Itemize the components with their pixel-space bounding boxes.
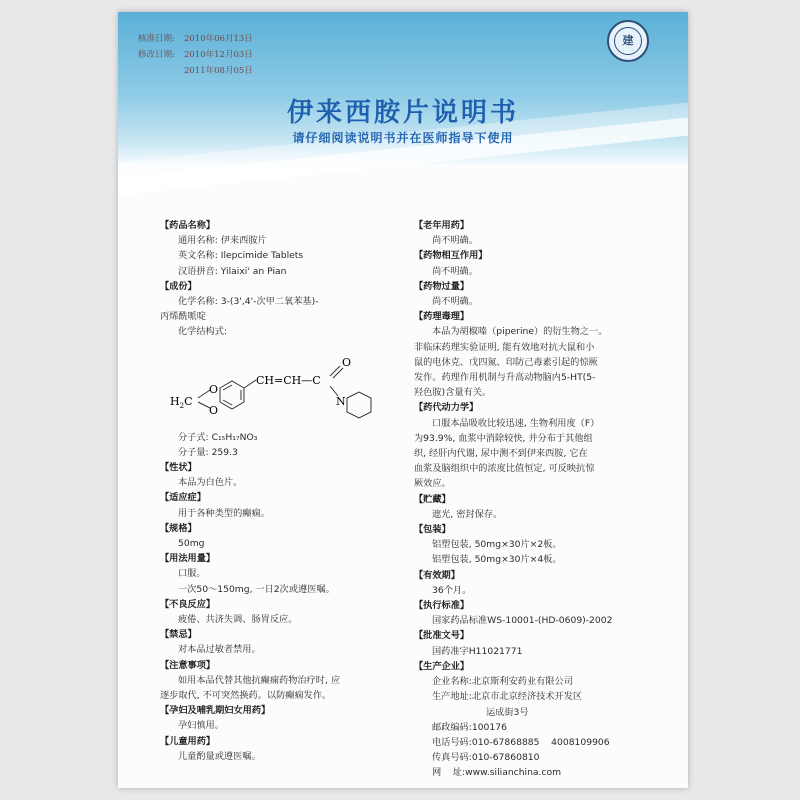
section-heading: 【药理毒理】 xyxy=(414,311,470,323)
manufacturer-key: 网 址: xyxy=(432,767,466,779)
section-text: 国家药品标准WS-10001-(HD-0609)-2002 xyxy=(432,615,613,627)
section-heading: 【儿童用药】 xyxy=(160,735,216,747)
manufacturer-value: 北京斯利安药业有限公司 xyxy=(471,676,573,688)
pinyin-name: 汉语拼音: Yilaixi' an Pian xyxy=(178,265,287,277)
logo-glyph: 建 xyxy=(622,34,634,47)
manufacturer-key: 邮政编码: xyxy=(432,721,472,733)
manufacturer-row xyxy=(414,689,646,704)
section-approval-number xyxy=(414,628,646,658)
document-title: 伊来西胺片说明书 xyxy=(286,98,519,128)
section-heading: 【药物相互作用】 xyxy=(414,250,488,262)
section-text: 本品为白色片。 xyxy=(178,477,243,489)
section-heading: 【执行标准】 xyxy=(414,600,470,612)
section-pharmacokinetics xyxy=(414,400,646,491)
section-heading: 【有效期】 xyxy=(414,569,460,581)
manufacturer-row xyxy=(414,750,646,765)
manufacturer-row xyxy=(414,735,646,750)
section-text: 本品为胡椒嗪（piperine）的衍生物之一。 xyxy=(432,326,608,338)
section-manufacturer xyxy=(414,659,646,781)
section-text: 发作。药理作用机制与升高动物脑内5-HT(5- xyxy=(414,372,596,384)
manufacturer-value: www.silianchina.com xyxy=(465,767,562,779)
section-validity xyxy=(414,568,646,598)
company-logo xyxy=(607,20,649,62)
molecular-weight: 分子量: 259.3 xyxy=(178,446,238,458)
section-heading: 【贮藏】 xyxy=(414,493,451,505)
section-interactions xyxy=(414,248,646,278)
section-heading: 【禁忌】 xyxy=(160,629,197,641)
chemical-structure-diagram xyxy=(160,342,410,426)
revision-label: 修改日期: xyxy=(138,50,175,60)
structure-label: 化学结构式: xyxy=(178,326,228,338)
manufacturer-row xyxy=(414,674,646,689)
section-dosage xyxy=(160,551,410,597)
oxygen-label: O xyxy=(209,403,219,417)
approval-label: 核准日期: xyxy=(138,34,175,44)
revision-date-row xyxy=(138,63,253,79)
section-pregnancy xyxy=(160,703,410,733)
section-heading: 【药物过量】 xyxy=(414,280,470,292)
section-text: 一次50～150mg, 一日2次或遵医嘱。 xyxy=(178,583,335,595)
manufacturer-value: 100176 xyxy=(471,721,507,733)
molecular-formula: 分子式: C₁₅H₁₇NO₃ xyxy=(178,431,258,443)
section-heading: 【不良反应】 xyxy=(160,598,216,610)
chemical-name: 化学名称: 3-(3',4'-次甲二氧苯基)- xyxy=(178,296,319,308)
nitrogen-label: N xyxy=(336,394,346,408)
chain-label: CH=CH—C xyxy=(256,373,321,387)
section-text: 36个月。 xyxy=(432,584,472,596)
section-drug-name xyxy=(160,218,410,279)
section-heading: 【注意事项】 xyxy=(160,659,216,671)
manufacturer-key xyxy=(432,705,486,720)
section-elderly xyxy=(414,218,646,248)
section-heading: 【性状】 xyxy=(160,462,197,474)
section-contraindications xyxy=(160,627,410,657)
section-standard xyxy=(414,598,646,628)
section-adverse-reactions xyxy=(160,597,410,627)
manufacturer-value: 北京市北京经济技术开发区 xyxy=(471,691,583,703)
section-character xyxy=(160,460,410,490)
section-text: 口服本品吸收比较迅速, 生物利用度（F） xyxy=(432,417,600,429)
manufacturer-row xyxy=(414,720,646,735)
h2c-label: $H_2C$ xyxy=(170,394,193,410)
section-text: 鼠的电休克、戊四氮、印防己毒素引起的惊厥 xyxy=(414,356,598,368)
section-heading: 【孕妇及哺乳期妇女用药】 xyxy=(160,705,271,717)
section-text: 对本品过敏者禁用。 xyxy=(178,644,261,656)
revision-value: 2010年12月03日 xyxy=(184,50,253,60)
section-text: 50mg xyxy=(178,538,205,550)
section-heading: 【老年用药】 xyxy=(414,220,470,231)
manufacturer-key: 传真号码: xyxy=(432,752,472,764)
manufacturer-row xyxy=(414,765,646,780)
section-text: 尚不明确。 xyxy=(432,296,478,308)
section-text: 孕妇慎用。 xyxy=(178,720,224,732)
section-text: 逐步取代, 不可突然换药。以防癫痫发作。 xyxy=(160,690,332,702)
section-specification xyxy=(160,521,410,551)
manufacturer-row xyxy=(414,705,646,720)
section-heading: 【生产企业】 xyxy=(414,660,470,672)
section-storage xyxy=(414,492,646,522)
section-pharmacology xyxy=(414,309,646,400)
section-heading: 【药品名称】 xyxy=(160,220,216,231)
section-heading: 【适应症】 xyxy=(160,492,206,504)
section-text: 国药准字H11021771 xyxy=(432,645,523,657)
revision-value: 2011年08月05日 xyxy=(184,66,253,76)
section-heading: 【成份】 xyxy=(160,280,197,292)
manufacturer-key: 电话号码: xyxy=(432,736,472,748)
chemical-name-cont: 丙烯酰哌啶 xyxy=(160,311,206,323)
section-text: 为93.9%, 血浆中消除较快, 并分布于其他组 xyxy=(414,432,593,444)
section-heading: 【药代动力学】 xyxy=(414,402,479,414)
section-text: 铝塑包装, 50mg×30片×4板。 xyxy=(432,554,562,566)
section-children xyxy=(160,734,410,764)
section-text: 尚不明确。 xyxy=(432,235,478,247)
section-text: 如用本品代替其他抗癫痫药物治疗时, 应 xyxy=(178,674,341,686)
left-column xyxy=(160,218,410,764)
manufacturer-key: 生产地址: xyxy=(432,691,472,703)
section-precautions xyxy=(160,658,410,704)
section-text: 口服。 xyxy=(178,568,206,580)
manufacturer-value: 运成街3号 xyxy=(486,706,529,718)
section-text: 用于各种类型的癫痫。 xyxy=(178,507,270,519)
section-heading: 【规格】 xyxy=(160,522,197,534)
approval-date-row xyxy=(138,31,253,47)
section-text: 非临床药理实验证明, 能有效地对抗大鼠和小 xyxy=(414,341,595,353)
section-overdose xyxy=(414,279,646,309)
oxygen-label: O xyxy=(209,382,219,396)
section-text: 铝塑包装, 50mg×30片×2板。 xyxy=(432,539,562,551)
section-composition xyxy=(160,279,410,460)
section-heading: 【包装】 xyxy=(414,524,451,536)
section-text: 遮光, 密封保存。 xyxy=(432,508,503,520)
section-text: 儿童酌量或遵医嘱。 xyxy=(178,750,261,762)
piperidine-ring xyxy=(347,392,371,418)
carbonyl-oxygen: O xyxy=(342,355,352,369)
leaflet-sheet xyxy=(118,12,688,788)
manufacturer-value: 010-67860810 xyxy=(471,752,540,764)
section-package xyxy=(414,522,646,568)
approval-dates xyxy=(138,31,253,79)
english-name: 英文名称: Ilepcimide Tablets xyxy=(178,250,304,262)
document-subtitle: 请仔细阅读说明书并在医师指导下使用 xyxy=(292,131,514,145)
section-heading: 【批准文号】 xyxy=(414,630,470,642)
section-text: 织, 经肝内代谢, 尿中测不到伊来西胺, 它在 xyxy=(414,448,588,460)
section-text: 羟色胺)含量有关。 xyxy=(414,387,492,399)
revision-date-row xyxy=(138,47,253,63)
manufacturer-value: 010-67868885 4008109906 xyxy=(471,736,610,748)
right-column xyxy=(414,218,646,781)
section-text: 厥效应。 xyxy=(414,478,451,490)
section-text: 血浆及脑组织中的浓度比值恒定, 可反映抗惊 xyxy=(414,463,595,475)
generic-name: 通用名称: 伊来西胺片 xyxy=(178,235,267,247)
section-text: 尚不明确。 xyxy=(432,265,478,277)
section-heading: 【用法用量】 xyxy=(160,553,216,565)
approval-value: 2010年06月13日 xyxy=(184,34,253,44)
section-text: 疲倦、共济失调、肠胃反应。 xyxy=(178,614,298,626)
manufacturer-key: 企业名称: xyxy=(432,676,472,688)
section-indication xyxy=(160,490,410,520)
structure-svg xyxy=(160,342,410,426)
